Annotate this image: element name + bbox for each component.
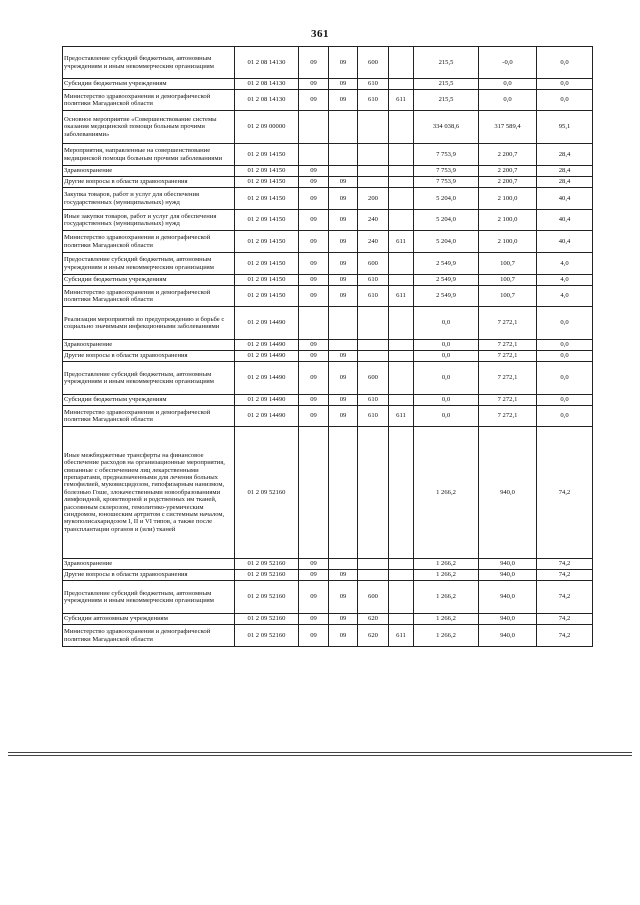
row-code: 01 2 09 14490 xyxy=(235,395,299,406)
row-admin-code xyxy=(389,427,414,559)
row-code: 01 2 09 14490 xyxy=(235,351,299,362)
row-name: Мероприятия, направленные на совершенствование медицинской помощи больным прочими заболеваниями xyxy=(63,144,235,166)
row-section xyxy=(299,307,329,340)
row-subsection: 09 xyxy=(329,286,358,307)
table-row xyxy=(63,275,593,286)
row-admin-code: 611 xyxy=(389,406,414,427)
row-execution-percent: 28,4 xyxy=(537,144,593,166)
row-admin-code xyxy=(389,275,414,286)
row-subsection xyxy=(329,111,358,144)
row-code: 01 2 09 14490 xyxy=(235,406,299,427)
row-execution-percent: 74,2 xyxy=(537,427,593,559)
row-planned-amount: 2 549,9 xyxy=(414,286,479,307)
row-planned-amount: 2 549,9 xyxy=(414,253,479,275)
row-executed-amount: 0,0 xyxy=(479,90,537,111)
row-planned-amount: 1 266,2 xyxy=(414,427,479,559)
row-admin-code xyxy=(389,351,414,362)
row-expense-type: 610 xyxy=(358,395,389,406)
row-executed-amount: 0,0 xyxy=(479,79,537,90)
row-section: 09 xyxy=(299,253,329,275)
row-admin-code xyxy=(389,340,414,351)
row-expense-type xyxy=(358,166,389,177)
row-planned-amount: 7 753,9 xyxy=(414,166,479,177)
row-code: 01 2 08 14130 xyxy=(235,79,299,90)
row-code: 01 2 09 14490 xyxy=(235,362,299,395)
row-section: 09 xyxy=(299,188,329,210)
row-subsection: 09 xyxy=(329,90,358,111)
row-admin-code: 611 xyxy=(389,231,414,253)
row-executed-amount: -0,0 xyxy=(479,47,537,79)
row-name: Субсидии бюджетным учреждениям xyxy=(63,79,235,90)
row-execution-percent: 74,2 xyxy=(537,614,593,625)
row-planned-amount: 0,0 xyxy=(414,340,479,351)
row-section: 09 xyxy=(299,362,329,395)
row-section: 09 xyxy=(299,559,329,570)
row-subsection: 09 xyxy=(329,614,358,625)
row-code: 01 2 09 14150 xyxy=(235,231,299,253)
row-planned-amount: 0,0 xyxy=(414,395,479,406)
row-expense-type xyxy=(358,427,389,559)
row-code: 01 2 09 14150 xyxy=(235,286,299,307)
table-row xyxy=(63,286,593,307)
row-planned-amount: 7 753,9 xyxy=(414,144,479,166)
row-subsection: 09 xyxy=(329,362,358,395)
table-row xyxy=(63,253,593,275)
row-admin-code xyxy=(389,177,414,188)
row-name: Предоставление субсидий бюджетным, автономным учреждениям и иным некоммерческим организациям xyxy=(63,47,235,79)
row-section: 09 xyxy=(299,275,329,286)
row-planned-amount: 215,5 xyxy=(414,47,479,79)
row-section: 09 xyxy=(299,90,329,111)
row-subsection: 09 xyxy=(329,351,358,362)
row-execution-percent: 74,2 xyxy=(537,570,593,581)
row-name: Министерство здравоохранения и демографической политики Магаданской области xyxy=(63,231,235,253)
row-section: 09 xyxy=(299,286,329,307)
row-name: Реализация мероприятий по предупреждению и борьбе с социально значимыми инфекционными заболеваниями xyxy=(63,307,235,340)
row-name: Другие вопросы в области здравоохранения xyxy=(63,570,235,581)
row-section: 09 xyxy=(299,210,329,231)
row-subsection xyxy=(329,559,358,570)
row-planned-amount: 0,0 xyxy=(414,362,479,395)
row-admin-code: 611 xyxy=(389,90,414,111)
row-admin-code xyxy=(389,395,414,406)
row-admin-code xyxy=(389,581,414,614)
row-planned-amount: 1 266,2 xyxy=(414,559,479,570)
row-name: Иные межбюджетные трансферты на финансовое обеспечение расходов на организационные мероприятия, связанные с обеспечением лиц лекарственными препаратами, предназначенными для лечения больных гемофилией, муковисцидозом, гипофизарным нанизмом, болезнью Гоше, злокачественными новообразованиями лимфоидной, кроветворной и родственных им тканей, рассеянным склерозом, гемолитико-уремическим синдромом, юношеским артритом с системным началом, мукополисахаридозом I, II и VI типов, а также после трансплантации органов и (или) тканей xyxy=(63,427,235,559)
row-execution-percent: 0,0 xyxy=(537,79,593,90)
row-code: 01 2 09 14490 xyxy=(235,307,299,340)
row-admin-code xyxy=(389,144,414,166)
bottom-rule-double xyxy=(8,755,632,756)
row-name: Здравоохранение xyxy=(63,166,235,177)
row-planned-amount: 0,0 xyxy=(414,351,479,362)
row-section: 09 xyxy=(299,231,329,253)
row-execution-percent: 0,0 xyxy=(537,406,593,427)
row-code: 01 2 09 00000 xyxy=(235,111,299,144)
row-executed-amount: 940,0 xyxy=(479,625,537,647)
row-subsection: 09 xyxy=(329,231,358,253)
row-expense-type xyxy=(358,111,389,144)
table-row xyxy=(63,406,593,427)
table-row xyxy=(63,570,593,581)
row-admin-code xyxy=(389,210,414,231)
row-name: Другие вопросы в области здравоохранения xyxy=(63,177,235,188)
row-executed-amount: 7 272,1 xyxy=(479,340,537,351)
row-planned-amount: 0,0 xyxy=(414,307,479,340)
row-expense-type: 240 xyxy=(358,231,389,253)
row-name: Субсидии бюджетным учреждениям xyxy=(63,275,235,286)
row-executed-amount: 940,0 xyxy=(479,427,537,559)
table-row xyxy=(63,166,593,177)
row-name: Предоставление субсидий бюджетным, автономным учреждениям и иным некоммерческим организациям xyxy=(63,362,235,395)
row-executed-amount: 2 200,7 xyxy=(479,166,537,177)
row-planned-amount: 334 038,6 xyxy=(414,111,479,144)
row-name: Здравоохранение xyxy=(63,340,235,351)
row-planned-amount: 1 266,2 xyxy=(414,570,479,581)
row-subsection xyxy=(329,340,358,351)
row-subsection: 09 xyxy=(329,275,358,286)
table-row xyxy=(63,111,593,144)
row-admin-code xyxy=(389,111,414,144)
row-executed-amount: 7 272,1 xyxy=(479,351,537,362)
row-code: 01 2 09 52160 xyxy=(235,614,299,625)
row-section: 09 xyxy=(299,340,329,351)
row-executed-amount: 2 200,7 xyxy=(479,144,537,166)
row-subsection: 09 xyxy=(329,395,358,406)
row-expense-type: 610 xyxy=(358,275,389,286)
table-row xyxy=(63,581,593,614)
bottom-rule xyxy=(8,752,632,753)
table-row xyxy=(63,395,593,406)
row-admin-code xyxy=(389,166,414,177)
row-executed-amount: 317 589,4 xyxy=(479,111,537,144)
row-planned-amount: 5 204,0 xyxy=(414,188,479,210)
row-code: 01 2 08 14130 xyxy=(235,90,299,111)
row-execution-percent: 74,2 xyxy=(537,581,593,614)
row-section xyxy=(299,111,329,144)
table-row xyxy=(63,559,593,570)
row-name: Предоставление субсидий бюджетным, автономным учреждениям и иным некоммерческим организациям xyxy=(63,581,235,614)
table-row xyxy=(63,144,593,166)
row-expense-type: 600 xyxy=(358,253,389,275)
row-execution-percent: 0,0 xyxy=(537,351,593,362)
row-admin-code xyxy=(389,570,414,581)
row-executed-amount: 2 100,0 xyxy=(479,188,537,210)
row-name: Субсидии автономным учреждениям xyxy=(63,614,235,625)
row-execution-percent: 28,4 xyxy=(537,177,593,188)
row-name: Министерство здравоохранения и демографической политики Магаданской области xyxy=(63,90,235,111)
row-expense-type: 610 xyxy=(358,406,389,427)
row-expense-type: 610 xyxy=(358,90,389,111)
row-subsection xyxy=(329,307,358,340)
row-expense-type xyxy=(358,177,389,188)
row-admin-code xyxy=(389,79,414,90)
row-expense-type: 600 xyxy=(358,581,389,614)
row-admin-code xyxy=(389,188,414,210)
row-admin-code xyxy=(389,307,414,340)
row-executed-amount: 100,7 xyxy=(479,275,537,286)
row-execution-percent: 40,4 xyxy=(537,231,593,253)
row-execution-percent: 0,0 xyxy=(537,307,593,340)
table-row xyxy=(63,47,593,79)
row-subsection: 09 xyxy=(329,79,358,90)
row-name: Министерство здравоохранения и демографической политики Магаданской области xyxy=(63,286,235,307)
table-row xyxy=(63,340,593,351)
page-number: 361 xyxy=(311,28,329,40)
budget-table xyxy=(62,46,593,647)
row-execution-percent: 4,0 xyxy=(537,275,593,286)
row-planned-amount: 0,0 xyxy=(414,406,479,427)
row-executed-amount: 7 272,1 xyxy=(479,362,537,395)
row-executed-amount: 2 100,0 xyxy=(479,210,537,231)
table-row xyxy=(63,362,593,395)
row-executed-amount: 7 272,1 xyxy=(479,395,537,406)
row-admin-code xyxy=(389,559,414,570)
row-section xyxy=(299,144,329,166)
row-name: Субсидии бюджетным учреждениям xyxy=(63,395,235,406)
row-planned-amount: 1 266,2 xyxy=(414,614,479,625)
row-section: 09 xyxy=(299,614,329,625)
row-expense-type xyxy=(358,559,389,570)
row-section: 09 xyxy=(299,570,329,581)
row-execution-percent: 74,2 xyxy=(537,625,593,647)
row-code: 01 2 09 14150 xyxy=(235,210,299,231)
row-subsection: 09 xyxy=(329,581,358,614)
row-expense-type: 240 xyxy=(358,210,389,231)
table-row xyxy=(63,427,593,559)
table-row xyxy=(63,625,593,647)
row-expense-type xyxy=(358,144,389,166)
row-planned-amount: 7 753,9 xyxy=(414,177,479,188)
row-name: Иные закупки товаров, работ и услуг для обеспечения государственных (муниципальных) нужд xyxy=(63,210,235,231)
table-row xyxy=(63,351,593,362)
row-name: Основное мероприятие «Совершенствование системы оказания медицинской помощи больным прочими заболеваниями» xyxy=(63,111,235,144)
row-execution-percent: 4,0 xyxy=(537,253,593,275)
row-executed-amount: 2 100,0 xyxy=(479,231,537,253)
row-subsection xyxy=(329,166,358,177)
row-admin-code: 611 xyxy=(389,625,414,647)
row-section: 09 xyxy=(299,406,329,427)
row-admin-code xyxy=(389,253,414,275)
row-expense-type: 620 xyxy=(358,625,389,647)
row-code: 01 2 09 14150 xyxy=(235,275,299,286)
table-row xyxy=(63,307,593,340)
row-executed-amount: 2 200,7 xyxy=(479,177,537,188)
row-name: Министерство здравоохранения и демографической политики Магаданской области xyxy=(63,406,235,427)
table-row xyxy=(63,614,593,625)
row-expense-type: 600 xyxy=(358,47,389,79)
row-execution-percent: 0,0 xyxy=(537,340,593,351)
row-execution-percent: 0,0 xyxy=(537,362,593,395)
row-subsection: 09 xyxy=(329,570,358,581)
row-section: 09 xyxy=(299,47,329,79)
row-subsection: 09 xyxy=(329,188,358,210)
row-code: 01 2 09 14150 xyxy=(235,188,299,210)
row-section: 09 xyxy=(299,351,329,362)
row-execution-percent: 0,0 xyxy=(537,47,593,79)
row-executed-amount: 7 272,1 xyxy=(479,406,537,427)
row-planned-amount: 215,5 xyxy=(414,79,479,90)
row-code: 01 2 09 14150 xyxy=(235,144,299,166)
table-row xyxy=(63,210,593,231)
row-subsection: 09 xyxy=(329,406,358,427)
row-name: Министерство здравоохранения и демографической политики Магаданской области xyxy=(63,625,235,647)
row-admin-code xyxy=(389,614,414,625)
table-row xyxy=(63,177,593,188)
row-expense-type xyxy=(358,351,389,362)
row-code: 01 2 09 52160 xyxy=(235,427,299,559)
row-admin-code xyxy=(389,362,414,395)
row-execution-percent: 74,2 xyxy=(537,559,593,570)
row-planned-amount: 2 549,9 xyxy=(414,275,479,286)
row-name: Предоставление субсидий бюджетным, автономным учреждениям и иным некоммерческим организациям xyxy=(63,253,235,275)
row-execution-percent: 40,4 xyxy=(537,210,593,231)
row-executed-amount: 940,0 xyxy=(479,581,537,614)
row-code: 01 2 09 14150 xyxy=(235,166,299,177)
table-row xyxy=(63,90,593,111)
row-executed-amount: 100,7 xyxy=(479,253,537,275)
table-body xyxy=(63,47,593,647)
table-row xyxy=(63,79,593,90)
row-subsection: 09 xyxy=(329,210,358,231)
row-section xyxy=(299,427,329,559)
row-expense-type: 610 xyxy=(358,79,389,90)
row-expense-type xyxy=(358,340,389,351)
row-code: 01 2 09 14490 xyxy=(235,340,299,351)
row-expense-type xyxy=(358,307,389,340)
row-executed-amount: 940,0 xyxy=(479,570,537,581)
row-section: 09 xyxy=(299,166,329,177)
row-execution-percent: 0,0 xyxy=(537,395,593,406)
row-name: Здравоохранение xyxy=(63,559,235,570)
row-planned-amount: 5 204,0 xyxy=(414,231,479,253)
row-subsection xyxy=(329,144,358,166)
row-code: 01 2 09 52160 xyxy=(235,625,299,647)
row-code: 01 2 09 52160 xyxy=(235,570,299,581)
row-subsection xyxy=(329,427,358,559)
row-code: 01 2 09 52160 xyxy=(235,559,299,570)
row-executed-amount: 100,7 xyxy=(479,286,537,307)
row-planned-amount: 1 266,2 xyxy=(414,581,479,614)
row-expense-type: 600 xyxy=(358,362,389,395)
row-executed-amount: 7 272,1 xyxy=(479,307,537,340)
row-subsection: 09 xyxy=(329,47,358,79)
row-expense-type xyxy=(358,570,389,581)
row-admin-code xyxy=(389,47,414,79)
row-subsection: 09 xyxy=(329,625,358,647)
row-code: 01 2 09 52160 xyxy=(235,581,299,614)
row-planned-amount: 1 266,2 xyxy=(414,625,479,647)
row-execution-percent: 40,4 xyxy=(537,188,593,210)
row-expense-type: 200 xyxy=(358,188,389,210)
row-code: 01 2 09 14150 xyxy=(235,253,299,275)
row-execution-percent: 95,1 xyxy=(537,111,593,144)
table-row xyxy=(63,231,593,253)
row-expense-type: 620 xyxy=(358,614,389,625)
row-name: Другие вопросы в области здравоохранения xyxy=(63,351,235,362)
row-section: 09 xyxy=(299,177,329,188)
row-admin-code: 611 xyxy=(389,286,414,307)
row-section: 09 xyxy=(299,395,329,406)
row-expense-type: 610 xyxy=(358,286,389,307)
row-section: 09 xyxy=(299,79,329,90)
row-execution-percent: 28,4 xyxy=(537,166,593,177)
row-section: 09 xyxy=(299,625,329,647)
row-subsection: 09 xyxy=(329,177,358,188)
row-subsection: 09 xyxy=(329,253,358,275)
row-name: Закупка товаров, работ и услуг для обеспечения государственных (муниципальных) нужд xyxy=(63,188,235,210)
table-row xyxy=(63,188,593,210)
row-execution-percent: 4,0 xyxy=(537,286,593,307)
row-planned-amount: 5 204,0 xyxy=(414,210,479,231)
row-executed-amount: 940,0 xyxy=(479,559,537,570)
row-planned-amount: 215,5 xyxy=(414,90,479,111)
row-execution-percent: 0,0 xyxy=(537,90,593,111)
row-code: 01 2 08 14130 xyxy=(235,47,299,79)
row-code: 01 2 09 14150 xyxy=(235,177,299,188)
row-section: 09 xyxy=(299,581,329,614)
row-executed-amount: 940,0 xyxy=(479,614,537,625)
